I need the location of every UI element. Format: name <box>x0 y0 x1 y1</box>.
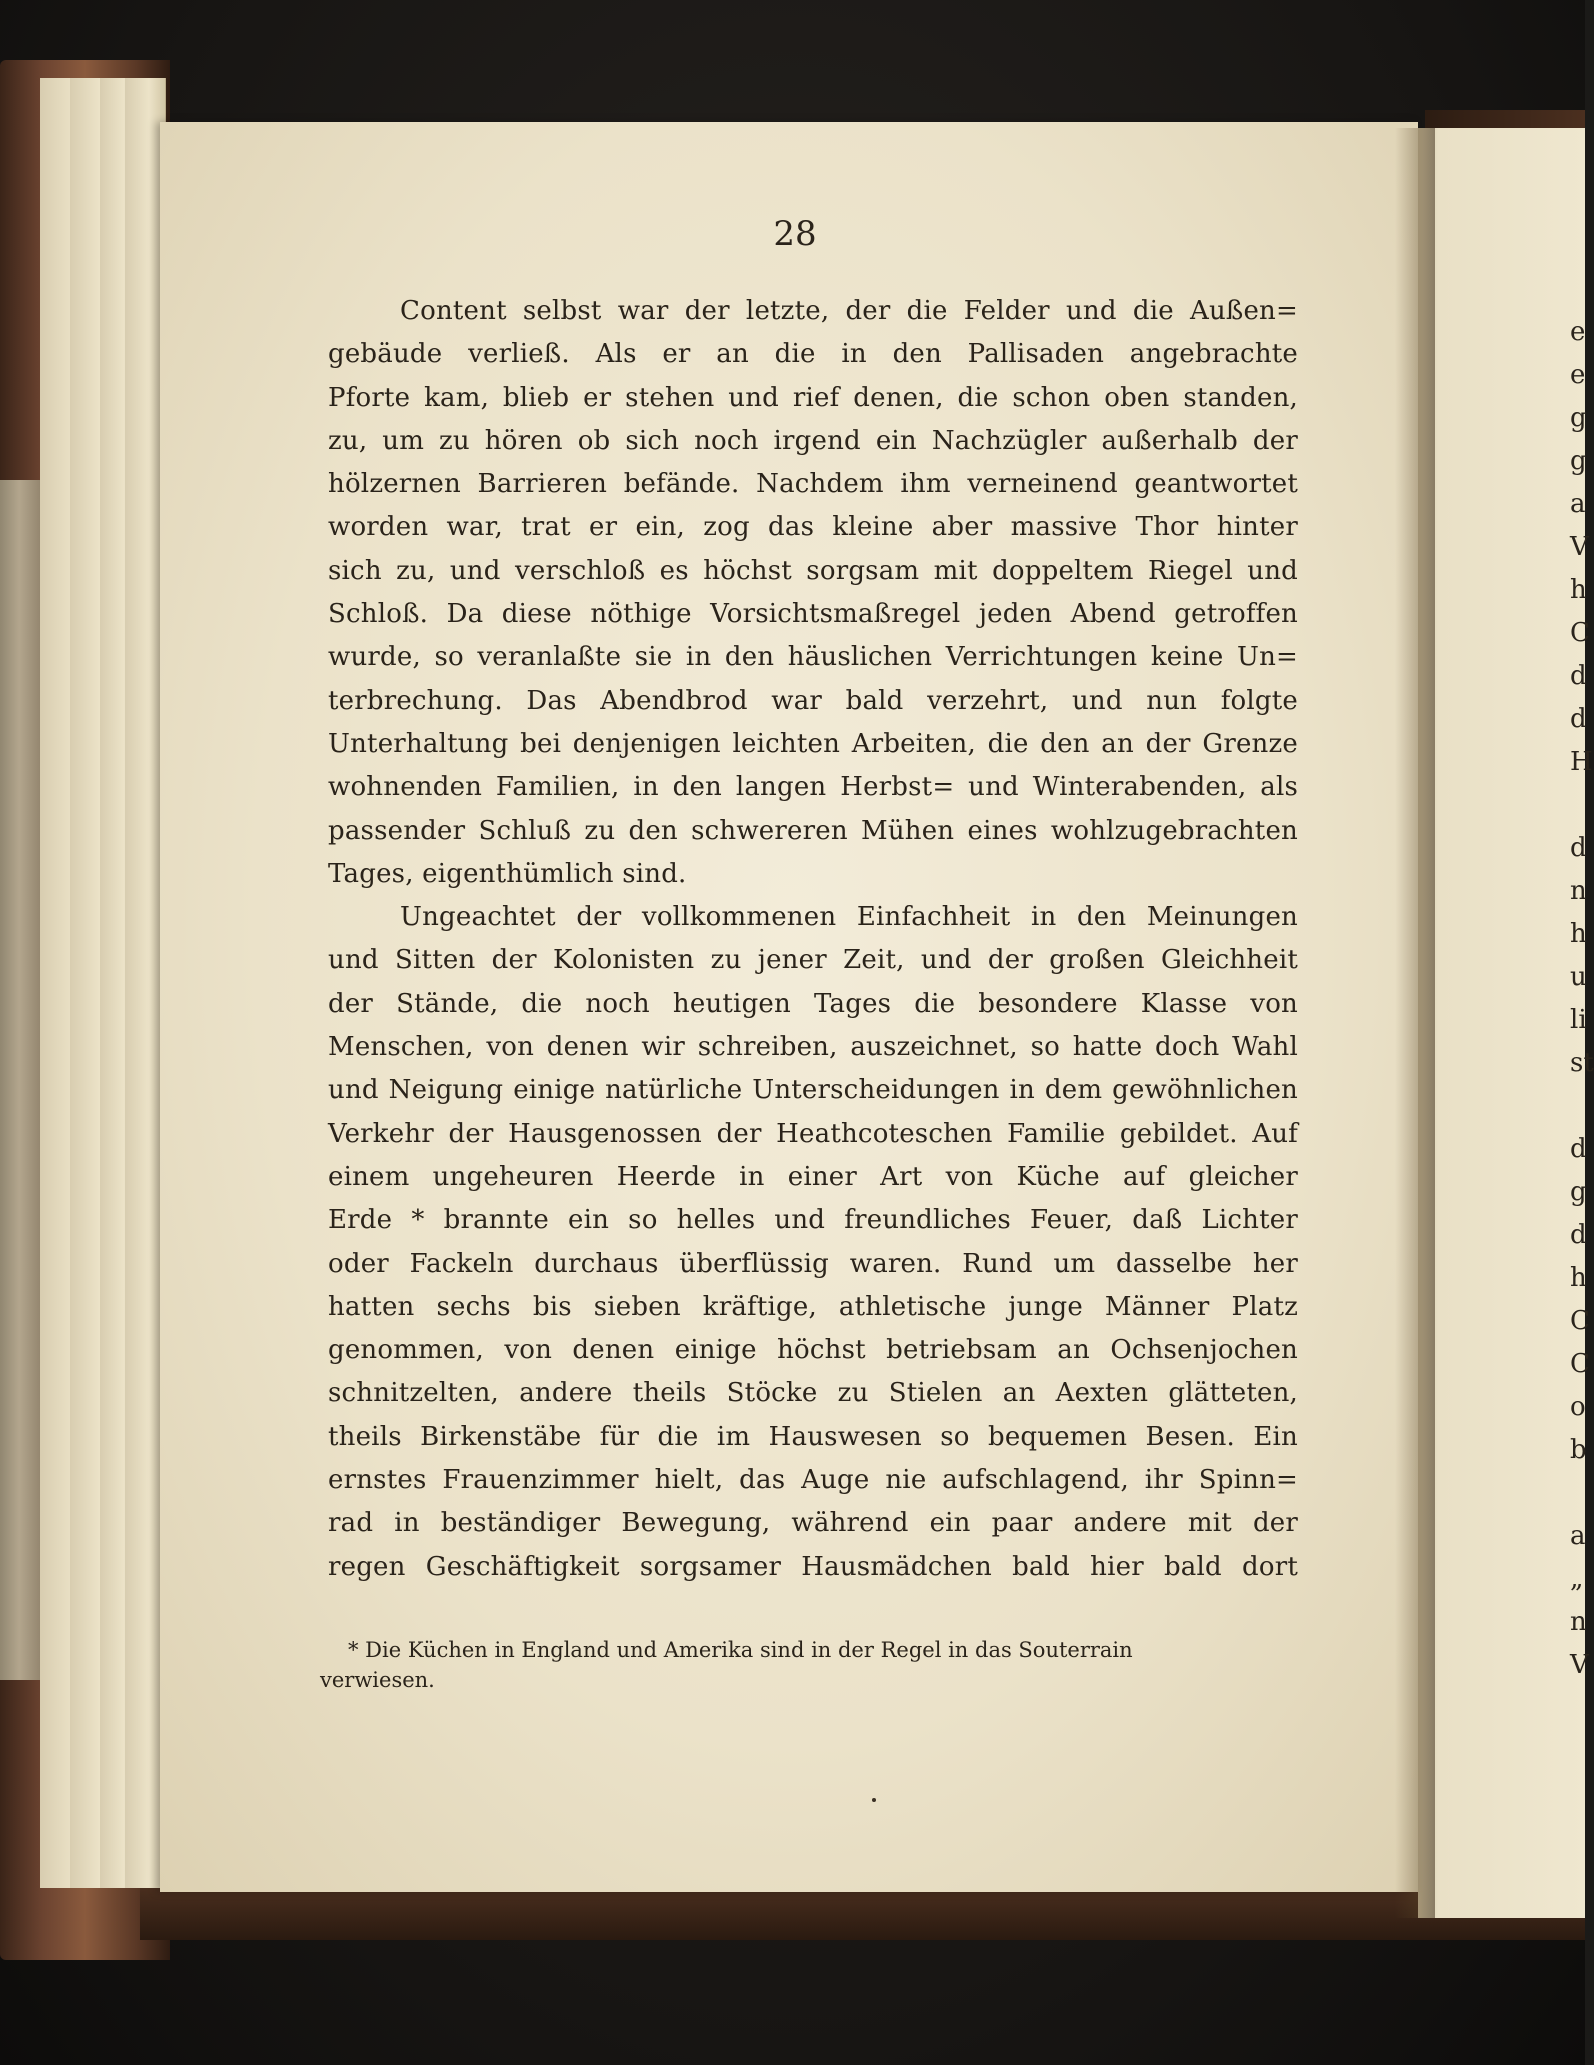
text-line: genommen, von denen einige höchst betriebsam an Ochsenjochen <box>328 1335 1298 1366</box>
footnote <box>320 1635 1298 1695</box>
facing-fragment: a <box>1570 489 1586 519</box>
text-line: terbrechung. Das Abendbrod war bald verzehrt, und nun folgte <box>328 685 1298 716</box>
facing-fragment <box>1570 783 1594 826</box>
paragraph-2 <box>328 896 1298 1589</box>
facing-fragment: V <box>1570 532 1589 562</box>
text-line: Tages, eigenthümlich sind. <box>328 858 687 889</box>
text-line: oder Fackeln durchaus überflüssig waren. Rund um dasselbe her <box>328 1248 1298 1279</box>
text-line: theils Birkenstäbe für die im Hauswesen so bequemen Besen. Ein <box>328 1421 1298 1452</box>
text-line: Verkehr der Hausgenossen der Heathcoteschen Familie gebildet. Auf <box>328 1118 1298 1149</box>
text-line: passender Schluß zu den schwereren Mühen eines wohlzugebrachten <box>328 815 1298 846</box>
facing-fragment: u <box>1570 962 1587 992</box>
facing-fragment: C <box>1570 618 1590 648</box>
text-line: Menschen, von denen wir schreiben, auszeichnet, so hatte doch Wahl <box>328 1032 1298 1063</box>
paragraph-1 <box>328 290 1298 896</box>
book-page <box>160 122 1418 1892</box>
body-text <box>328 290 1298 1589</box>
facing-fragment: e <box>1570 317 1586 347</box>
text-line: wohnenden Familien, in den langen Herbst= und Winterabenden, als <box>328 772 1298 803</box>
facing-fragment: g <box>1570 1177 1587 1207</box>
text-line: Pforte kam, blieb er stehen und rief denen, die schon oben standen, <box>328 382 1298 413</box>
text-line: einem ungeheuren Heerde in einer Art von Küche auf gleicher <box>328 1161 1298 1192</box>
facing-fragment: d <box>1570 833 1587 863</box>
text-line: sich zu, und verschloß es höchst sorgsam mit doppeltem Riegel und <box>328 555 1298 586</box>
text-line: wurde, so veranlaßte sie in den häuslichen Verrichtungen keine Un= <box>328 642 1298 673</box>
facing-fragment: li <box>1570 1005 1587 1035</box>
footnote-line: * Die Küchen in England und Amerika sind in der Regel in das Souterrain <box>348 1638 1133 1662</box>
text-line: Ungeachtet der vollkommenen Einfachheit in den Meinungen <box>400 902 1298 933</box>
text-line: rad in beständiger Bewegung, während ein paar andere mit der <box>328 1508 1298 1539</box>
facing-fragment: n <box>1570 876 1587 906</box>
facing-fragment: b <box>1570 1435 1587 1465</box>
text-line: Content selbst war der letzte, der die Felder und die Außen= <box>400 296 1298 326</box>
facing-page <box>1418 128 1585 1918</box>
text-line: und Neigung einige natürliche Unterscheidungen in dem gewöhnlichen <box>328 1075 1298 1106</box>
facing-fragment: d <box>1570 704 1587 734</box>
text-line: Erde * brannte ein so helles und freundliches Feuer, daß Lichter <box>328 1205 1298 1236</box>
text-line: Unterhaltung bei denjenigen leichten Arbeiten, die den an der Grenze <box>328 728 1298 759</box>
facing-fragment: o <box>1570 1392 1586 1422</box>
text-line: Schloß. Da diese nöthige Vorsichtsmaßregel jeden Abend getroffen <box>328 599 1298 630</box>
facing-fragment: a <box>1570 1521 1586 1551</box>
ink-speck <box>872 1798 876 1802</box>
text-line: regen Geschäftigkeit sorgsamer Hausmädchen bald hier bald dort <box>328 1551 1298 1582</box>
footnote-line: verwiesen. <box>320 1668 435 1692</box>
facing-fragment: d <box>1570 661 1587 691</box>
facing-fragment: H <box>1570 747 1593 777</box>
text-line: worden war, trat er ein, zog das kleine aber massive Thor hinter <box>328 512 1298 543</box>
page-number: 28 <box>773 214 817 254</box>
facing-fragment: e <box>1570 360 1586 390</box>
facing-fragment: g <box>1570 446 1587 476</box>
text-line: und Sitten der Kolonisten zu jener Zeit, und der großen Gleichheit <box>328 945 1298 976</box>
text-line: der Stände, die noch heutigen Tages die besondere Klasse von <box>328 988 1298 1019</box>
facing-fragment: h <box>1570 575 1587 605</box>
text-line: hölzernen Barrieren befände. Nachdem ihm verneinend geantwortet <box>328 469 1298 500</box>
facing-fragment: h <box>1570 1263 1587 1293</box>
facing-page-text-fragments <box>1570 310 1594 1686</box>
facing-fragment: h <box>1570 919 1587 949</box>
facing-fragment: st <box>1570 1048 1594 1078</box>
text-line: gebäude verließ. Als er an die in den Pallisaden angebrachte <box>328 339 1298 370</box>
text-line: zu, um zu hören ob sich noch irgend ein Nachzügler außerhalb der <box>328 425 1298 456</box>
facing-fragment: C <box>1570 1349 1590 1379</box>
text-line: hatten sechs bis sieben kräftige, athletische junge Männer Platz <box>328 1291 1298 1322</box>
facing-fragment: C <box>1570 1306 1590 1336</box>
facing-fragment: d <box>1570 1134 1587 1164</box>
page-gutter-shadow <box>1395 128 1435 1918</box>
text-line: ernstes Frauenzimmer hielt, das Auge nie aufschlagend, ihr Spinn= <box>328 1465 1298 1496</box>
facing-fragment <box>1570 1471 1594 1514</box>
facing-fragment <box>1570 1084 1594 1127</box>
facing-fragment: V <box>1570 1650 1589 1680</box>
facing-fragment: „ <box>1570 1564 1584 1594</box>
facing-fragment: g <box>1570 403 1587 433</box>
facing-fragment: n <box>1570 1607 1587 1637</box>
facing-fragment: d <box>1570 1220 1587 1250</box>
text-line: schnitzelten, andere theils Stöcke zu Stielen an Aexten glätteten, <box>328 1378 1298 1409</box>
